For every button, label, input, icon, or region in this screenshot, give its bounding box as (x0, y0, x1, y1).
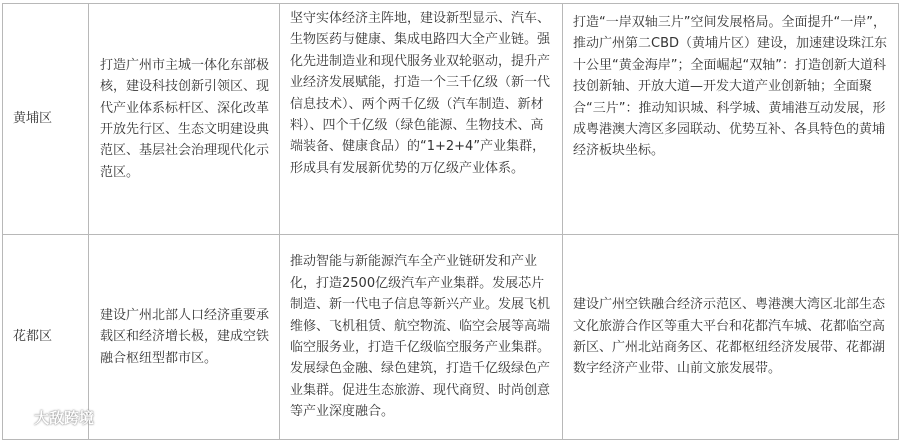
watermark (8, 407, 94, 428)
industry-plan: 坚守实体经济主阵地，建设新型显示、汽车、生物医药与健康、集成电路四大全产业链。强化先进制造业和现代服务业双轮驱动，提升产业经济发展赋能，打造一个三千亿级（新一代信息技术）、两个两千亿级（汽车制造、新材料）、四个千亿级（绿色能源、生物技术、高端装备、健康食品）的“1+2+4”产业集群，形成具有发展新优势的万亿级产业体系。 (280, 4, 563, 235)
spatial-layout: 打造“一岸双轴三片”空间发展格局。全面提升“一岸”，推动广州第二CBD（黄埔片区）建设，加速建设珠江东十公里“黄金海岸”；全面崛起“双轴”：打造创新大道科技创新轴、开放大道—开发大道产业创新轴；全面聚合“三片”：推动知识城、科学城、黄埔港互动发展，形成粤港澳大湾区多园联动、优势互补、各具特色的黄埔经济板块坐标。 (563, 4, 899, 235)
spatial-layout: 建设广州空铁融合经济示范区、粤港澳大湾区北部生态文化旅游合作区等重大平台和花都汽车城、花都临空高新区、广州北站商务区、花都枢纽经济发展带、花都湖数字经济产业带、山前文旅发展带。 (563, 235, 899, 440)
chat-bubble-icon (8, 410, 30, 426)
table-row-huadu (3, 235, 899, 440)
district-name: 花都区 (3, 235, 89, 440)
district-positioning: 打造广州市主城一体化东部极核，建设科技创新引领区、现代产业体系标杆区、深化改革开放先行区、生态文明建设典范区、基层社会治理现代化示范区。 (89, 4, 280, 235)
industry-plan: 推动智能与新能源汽车全产业链研发和产业化，打造2500亿级汽车产业集群。发展芯片制造、新一代电子信息等新兴产业。发展飞机维修、飞机租赁、航空物流、临空会展等高端临空服务业，打造千亿级临空服务产业集群。发展绿色金融、绿色建筑，打造千亿级绿色产业集群。促进生态旅游、现代商贸、时尚创意等产业深度融合。 (280, 235, 563, 440)
watermark-text: 大敌跨境 (34, 409, 95, 427)
district-plan-table (2, 3, 899, 440)
table-row-huangpu (3, 4, 899, 235)
district-positioning: 建设广州北部人口经济重要承载区和经济增长极，建成空铁融合枢纽型都市区。 (89, 235, 280, 440)
district-name: 黄埔区 (3, 4, 89, 235)
